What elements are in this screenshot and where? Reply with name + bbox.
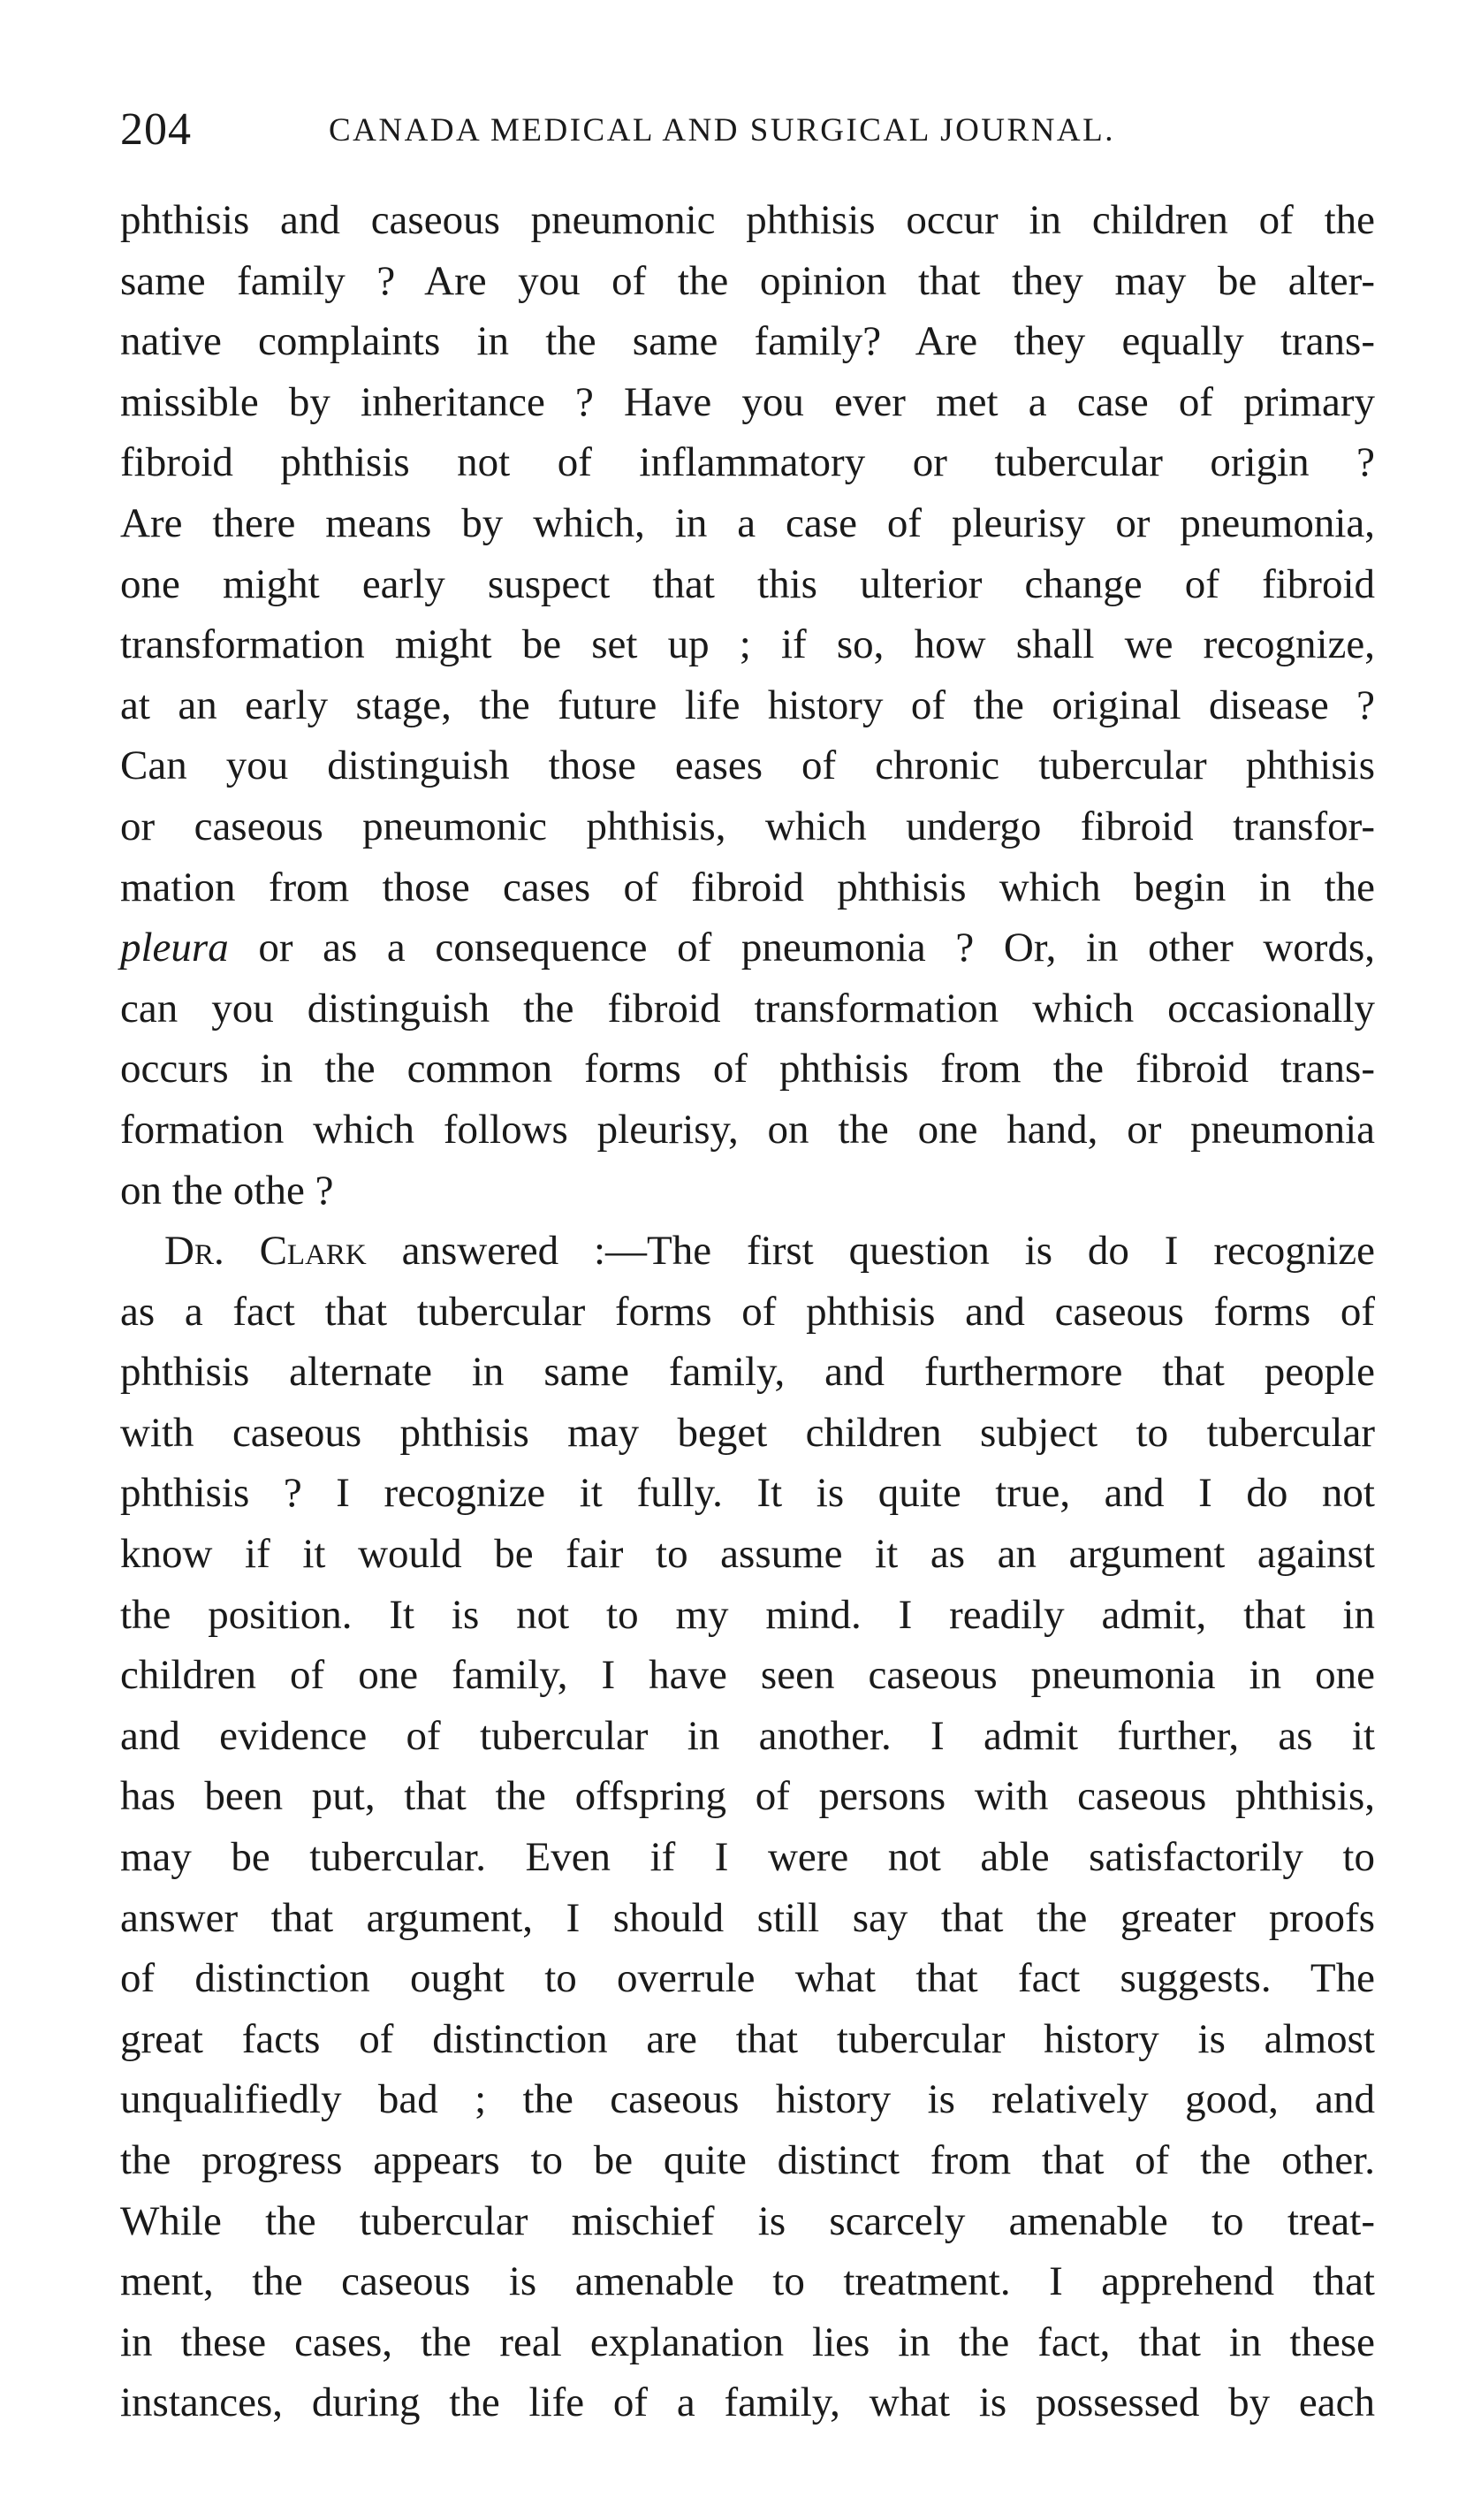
text-line: phthisis and caseous pneumonic phthisis occur in children of the <box>120 197 1375 243</box>
text-line: the position. It is not to my mind. I readily admit, that in <box>120 1591 1375 1638</box>
text-line <box>120 1221 1375 1282</box>
text-line: one might early suspect that this ulterior change of fibroid <box>120 560 1375 607</box>
text-line: or caseous pneumonic phthisis, which undergo fibroid transfor- <box>120 803 1375 849</box>
text-line <box>120 917 1375 978</box>
text-line: occurs in the common forms of phthisis from the fibroid trans- <box>120 1046 1375 1093</box>
text-line: unqualifiedly bad ; the caseous history is relatively good, and <box>120 2076 1375 2123</box>
text-line: with caseous phthisis may beget children subject to tubercular <box>120 1409 1375 1456</box>
text-line: may be tubercular. Even if I were not able satisfactorily to <box>120 1834 1375 1881</box>
body-text <box>120 190 1375 2433</box>
text-line: in these cases, the real explanation lies in the fact, that in these <box>120 2318 1375 2365</box>
text-line: missible by inheritance ? Have you ever met a case of primary <box>120 378 1375 425</box>
text-line: and evidence of tubercular in another. I admit further, as it <box>120 1712 1375 1759</box>
text-line: answer that argument, I should still say that the greater proofs <box>120 1894 1375 1941</box>
text-line: the progress appears to be quite distinct from that of the other. <box>120 2137 1375 2183</box>
text-fragment: answered :—The first question is do I recognize <box>366 1228 1375 1275</box>
page-number: 204 <box>120 104 192 155</box>
text-line: great facts of distinction are that tubercular history is almost <box>120 2015 1375 2062</box>
text-line: phthisis ? I recognize it fully. It is quite true, and I do not <box>120 1470 1375 1517</box>
text-line: ment, the caseous is amenable to treatment. I apprehend that <box>120 2258 1375 2305</box>
text-line: of distinction ought to overrule what that fact suggests. The <box>120 1955 1375 2002</box>
text-line: Are there means by which, in a case of pleurisy or pneumonia, <box>120 499 1375 546</box>
running-title: CANADA MEDICAL AND SURGICAL JOURNAL. <box>329 112 1115 148</box>
page-header <box>120 99 1375 161</box>
italic-term: pleura <box>120 925 229 971</box>
text-line: formation which follows pleurisy, on the one hand, or pneumonia <box>120 1106 1375 1153</box>
text-line: know if it would be fair to assume it as an argument against <box>120 1531 1375 1578</box>
text-fragment: or as a consequence of pneumonia ? Or, in other words, <box>228 925 1375 971</box>
text-line: at an early stage, the future life history of the original disease ? <box>120 681 1375 728</box>
text-line: phthisis alternate in same family, and furthermore that people <box>120 1349 1375 1396</box>
text-line: on the othe ? <box>120 1167 334 1214</box>
text-line: native complaints in the same family? Are they equally trans- <box>120 318 1375 365</box>
speaker-name: Dr. Clark <box>164 1228 367 1275</box>
text-line: Can you distinguish those eases of chronic tubercular phthisis <box>120 742 1375 789</box>
text-line: fibroid phthisis not of inflammatory or tubercular origin ? <box>120 439 1375 486</box>
text-line: children of one family, I have seen caseous pneumonia in one <box>120 1652 1375 1699</box>
text-line: has been put, that the offspring of persons with caseous phthisis, <box>120 1773 1375 1820</box>
text-line: can you distinguish the fibroid transformation which occasionally <box>120 985 1375 1032</box>
text-line: as a fact that tubercular forms of phthisis and caseous forms of <box>120 1288 1375 1335</box>
text-line: mation from those cases of fibroid phthisis which begin in the <box>120 864 1375 910</box>
text-line: same family ? Are you of the opinion that they may be alter- <box>120 257 1375 304</box>
text-line: While the tubercular mischief is scarcely amenable to treat- <box>120 2197 1375 2244</box>
text-line: instances, during the life of a family, what is possessed by each <box>120 2379 1375 2426</box>
text-line: transformation might be set up ; if so, how shall we recognize, <box>120 621 1375 668</box>
